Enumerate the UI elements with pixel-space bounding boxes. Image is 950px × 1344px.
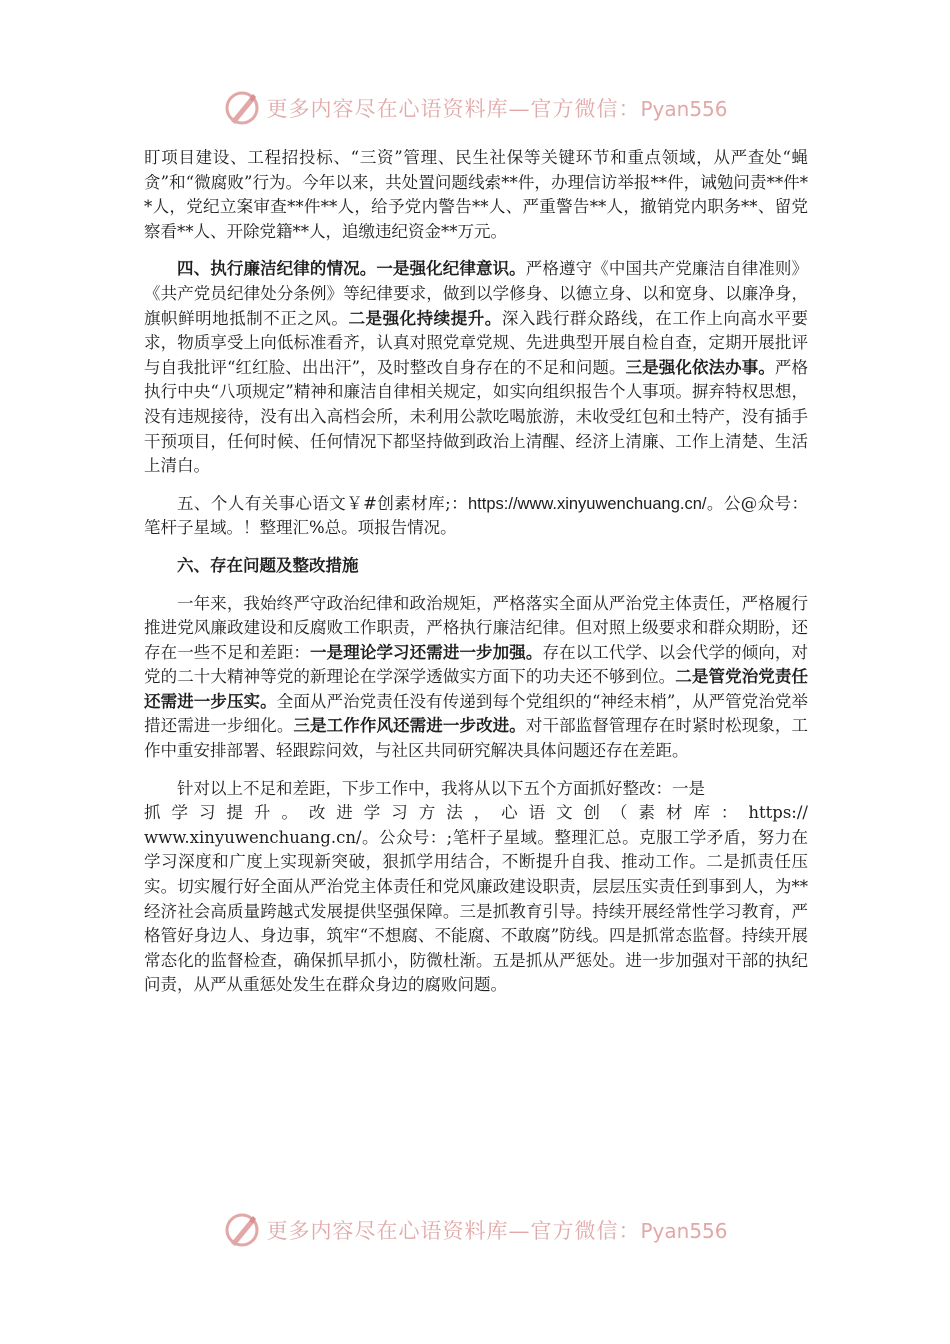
problem-1-title: 一是理论学习还需进一步加强。 [310,642,543,662]
paragraph-6-line-1: 针对以上不足和差距，下步工作中，我将从以下五个方面抓好整改：一是 [177,778,705,798]
pen-logo-icon [222,88,262,128]
section-4-heading: 四、执行廉洁纪律的情况。 [177,259,377,279]
problem-3-title: 三是工作作风还需进一步改进。 [293,716,526,736]
paragraph-1: 盯项目建设、工程招投标、“三资”管理、民生社保等关键环节和重点领域，从严查处“蝇贪”和“微腐败”行为。今年以来，共处置问题线索**件，办理信访举报**件，诫勉问责**件**人，党纪立案审查**件**人，给予党内警告**人、严重警告**人，撤销党内职务**、留党察看**人、开除党籍**人，追缴违纪资金**万元。 [144,148,808,241]
paragraph-5: 一年来，我始终严守政治纪律和政治规矩，严格落实全面从严治党主体责任，严格履行推进党风廉政建设和反腐败工作职责，严格执行廉洁纪律。但对照上级要求和群众期盼，还存在一些不足和差距：一是理论学习还需进一步加强。存在以工代学、以会代学的倾向，对党的二十大精神等党的新理论在学深学透做实方面下的功夫还不够到位。二是管党治党责任还需进一步压实。全面从严治党责任没有传递到每个党组织的“神经末梢”，从严管党治党举措还需进一步细化。三是工作作风还需进一步改进。对干部监督管理存在时紧时松现象，工作中重安排部署、轻跟踪问效，与社区共同研究解决具体问题还存在差距。 [144,593,809,761]
header-watermark [0,86,950,130]
watermark-text: 更多内容尽在心语资料库—官方微信：Pyan556 [266,1219,728,1243]
wechat-id: Pyan556 [640,97,728,121]
section-6-heading: 六、存在问题及整改措施 [177,555,359,575]
wechat-id: Pyan556 [640,1219,728,1243]
paragraph-6 [144,777,808,998]
source-url: https://www.xinyuwenchuang.cn/ [468,494,707,513]
footer-watermark [0,1208,950,1252]
paragraph-6-rest: www.xinyuwenchuang.cn/。公众号：;笔杆子星域。整理汇总。克服工学矛盾，努力在学习深度和广度上实现新突破，狠抓学用结合，不断提升自我、推动工作。二是抓责任压实。切实履行好全面从严治党主体责任和党风廉政建设职责，层层压实责任到事到人，为**经济社会高质量跨越式发展提供坚强保障。三是抓教育引导。持续开展经常性学习教育，严格管好身边人、身边事，筑牢“不想腐、不能腐、不敢腐”防线。四是抓常态监督。持续开展常态化的监督检查，确保抓早抓小，防微杜渐。五是抓从严惩处。进一步加强对干部的执纪问责，从严从重惩处发生在群众身边的腐败问题。 [144,827,808,995]
point-2-title: 二是强化持续提升。 [348,308,502,328]
paragraph-6-line-2: 抓学习提升。改进学习方法，心语文创（素材库：https:// [144,803,808,823]
point-3-title: 三是强化依法办事。 [625,357,775,377]
pen-logo-icon [222,1210,262,1250]
paragraph-3: 五、个人有关事心语文￥#创素材库;：https://www.xinyuwenchuang.cn/。公@众号：笔杆子星域。！整理汇%总。项报告情况。 [144,493,809,538]
watermark-text: 更多内容尽在心语资料库—官方微信：Pyan556 [266,97,728,121]
point-1-title: 一是强化纪律意识。 [376,259,526,279]
paragraph-2: 四、执行廉洁纪律的情况。一是强化纪律意识。严格遵守《中国共产党廉洁自律准则》《共产党员纪律处分条例》等纪律要求，做到以学修身、以德立身、以和宽身、以廉净身，旗帜鲜明地抵制不正之风。二是强化持续提升。深入践行群众路线，在工作上向高水平要求，物质享受上向低标准看齐，认真对照党章党规、先进典型开展自检自查，定期开展批评与自我批评“红红脸、出出汗”，及时整改自身存在的不足和问题。三是强化依法办事。严格执行中央“八项规定”精神和廉洁自律相关规定，如实向组织报告个人事项。摒弃特权思想，没有违规接待，没有出入高档会所，未利用公款吃喝旅游，未收受红包和土特产，没有插手干预项目，任何时候、任何情况下都坚持做到政治上清醒、经济上清廉、工作上清楚、生活上清白。 [144,259,809,476]
document-body [144,146,808,1011]
problem-2-title: 二是管党治党责任还需进一步压实。 [144,667,809,711]
